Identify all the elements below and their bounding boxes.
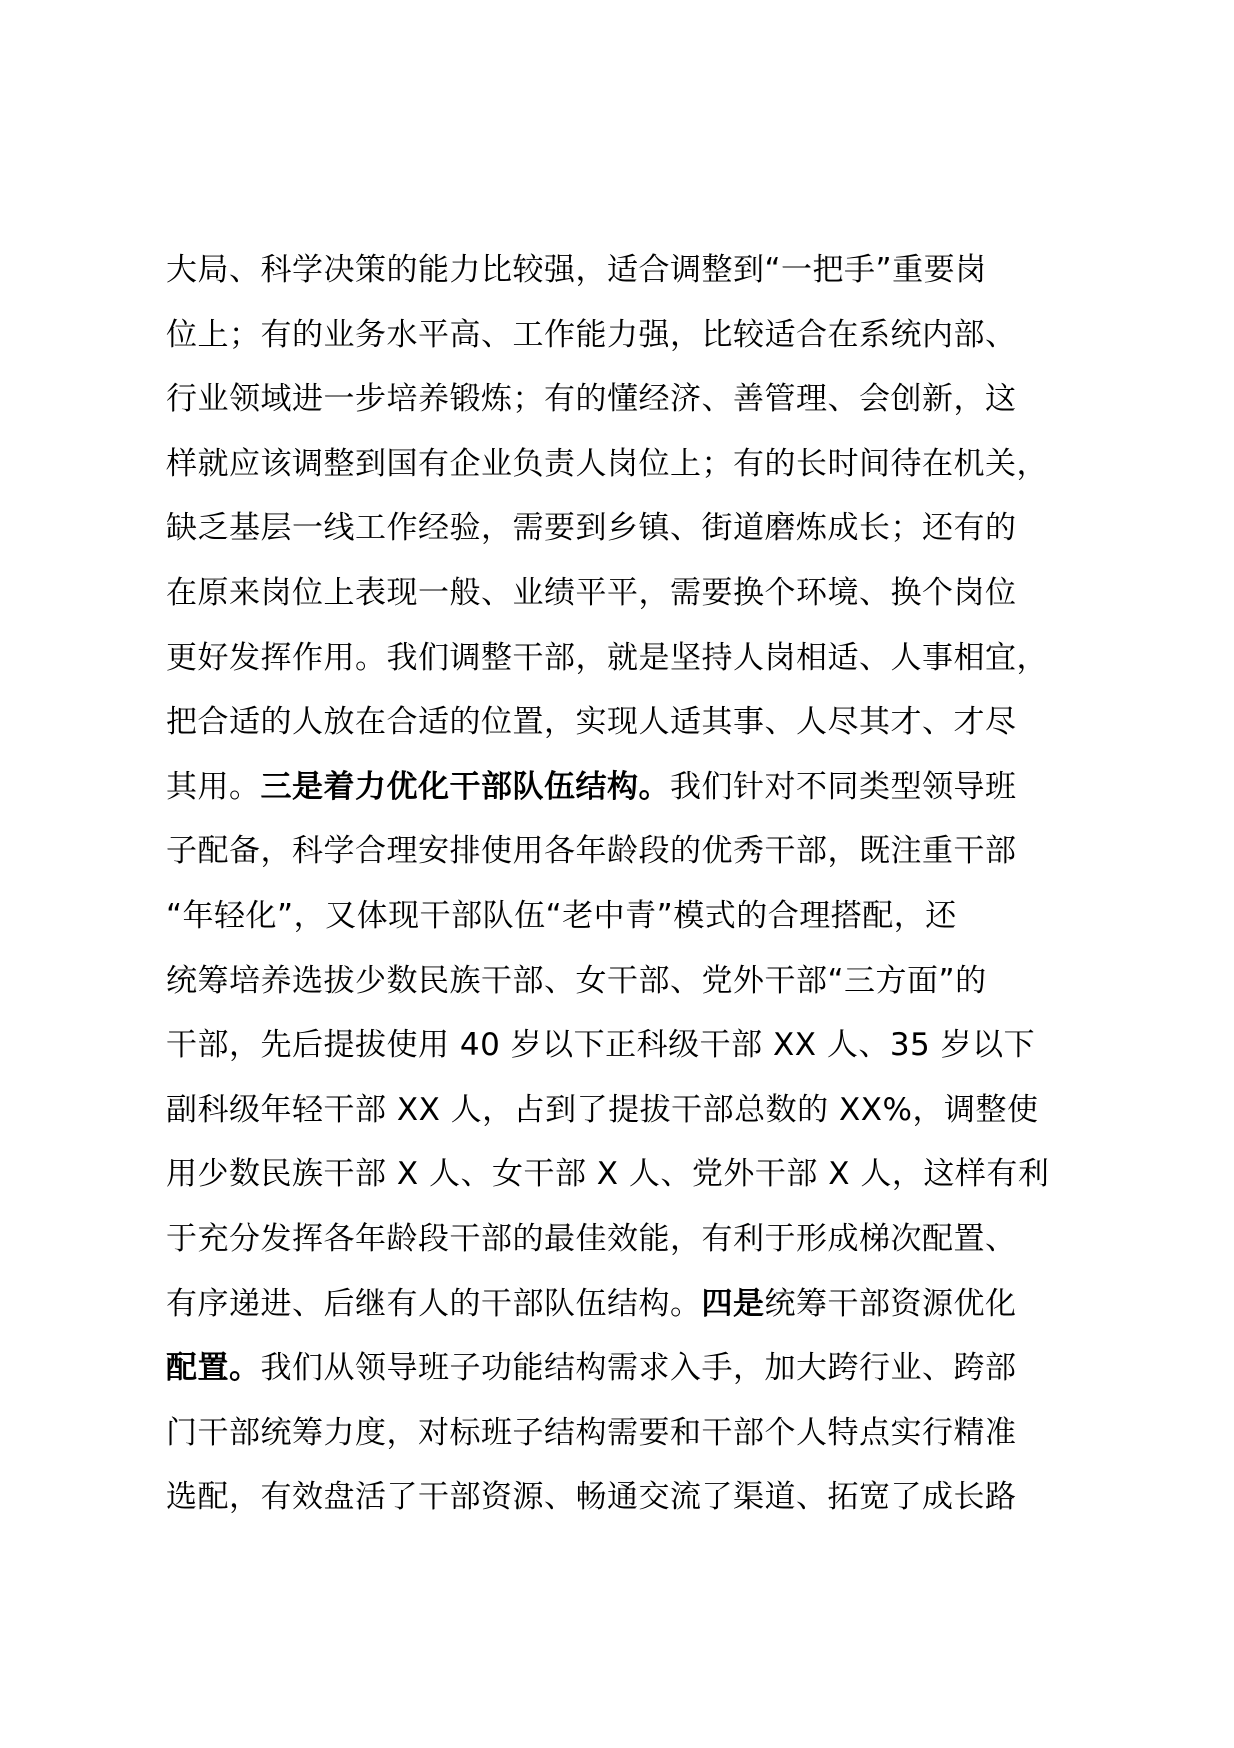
text-line: [166, 496, 1106, 561]
text-segment: 我们从领导班子功能结构需求入手，加大跨行业、跨部: [260, 1350, 1017, 1387]
text-segment: 门干部统筹力度，对标班子结构需要和干部个人特点实行精准: [166, 1414, 1017, 1451]
text-line: [166, 884, 1106, 949]
text-segment: 大局、科学决策的能力比较强，适合调整到“一把手”重要岗: [166, 252, 987, 288]
text-segment: 把合适的人放在合适的位置，实现人适其事、人尽其才、才尽: [166, 704, 1017, 741]
text-segment: 我们针对不同类型领导班: [670, 768, 1017, 805]
text-line: [166, 303, 1106, 368]
text-line: [166, 1401, 1106, 1466]
text-line: [166, 561, 1106, 626]
text-segment: 其用。: [166, 768, 261, 805]
text-line: [166, 1078, 1106, 1143]
text-line: [166, 432, 1106, 497]
text-line: [166, 755, 1106, 820]
text-segment: 于充分发挥各年龄段干部的最佳效能，有利于形成梯次配置、: [166, 1220, 1017, 1257]
text-line: [166, 626, 1106, 691]
text-segment: 干部，先后提拔使用 40 岁以下正科级干部 XX 人、35 岁以下: [166, 1027, 1036, 1064]
text-line: [166, 819, 1106, 884]
text-line: [166, 949, 1106, 1014]
text-segment: 副科级年轻干部 XX 人，占到了提拔干部总数的 XX%，调整使: [166, 1091, 1039, 1128]
text-segment: 统筹干部资源优化: [764, 1285, 1017, 1322]
text-segment: “年轻化”，又体现干部队伍“老中青”模式的合理搭配，还: [166, 897, 957, 934]
text-segment: 更好发挥作用。我们调整干部，就是坚持人岗相适、人事相宜，: [166, 639, 1048, 676]
text-segment: 行业领域进一步培养锻炼；有的懂经济、善管理、会创新，这: [166, 381, 1017, 418]
text-segment: 位上；有的业务水平高、工作能力强，比较适合在系统内部、: [166, 316, 1017, 353]
text-segment: 用少数民族干部 X 人、女干部 X 人、党外干部 X 人，这样有利: [166, 1156, 1050, 1193]
text-segment: 子配备，科学合理安排使用各年龄段的优秀干部，既注重干部: [166, 833, 1017, 870]
text-line: [166, 367, 1106, 432]
bold-text-segment: 配置。: [166, 1350, 261, 1387]
text-segment: 缺乏基层一线工作经验，需要到乡镇、街道磨炼成长；还有的: [166, 510, 1017, 547]
text-line: [166, 238, 1106, 303]
text-line: [166, 1336, 1106, 1401]
bold-text-segment: 三是着力优化干部队伍结构。: [260, 768, 670, 805]
bold-text-segment: 四是: [701, 1285, 765, 1322]
body-paragraph: [166, 238, 1106, 1530]
text-line: [166, 690, 1106, 755]
text-line: [166, 1142, 1106, 1207]
text-line: [166, 1207, 1106, 1272]
text-segment: 样就应该调整到国有企业负责人岗位上；有的长时间待在机关，: [166, 445, 1048, 482]
text-line: [166, 1272, 1106, 1337]
text-line: [166, 1013, 1106, 1078]
text-line: [166, 1465, 1106, 1530]
text-segment: 有序递进、后继有人的干部队伍结构。: [166, 1285, 702, 1322]
text-segment: 统筹培养选拔少数民族干部、女干部、党外干部“三方面”的: [166, 962, 987, 999]
text-segment: 选配，有效盘活了干部资源、畅通交流了渠道、拓宽了成长路: [166, 1479, 1017, 1516]
text-segment: 在原来岗位上表现一般、业绩平平，需要换个环境、换个岗位: [166, 574, 1017, 611]
